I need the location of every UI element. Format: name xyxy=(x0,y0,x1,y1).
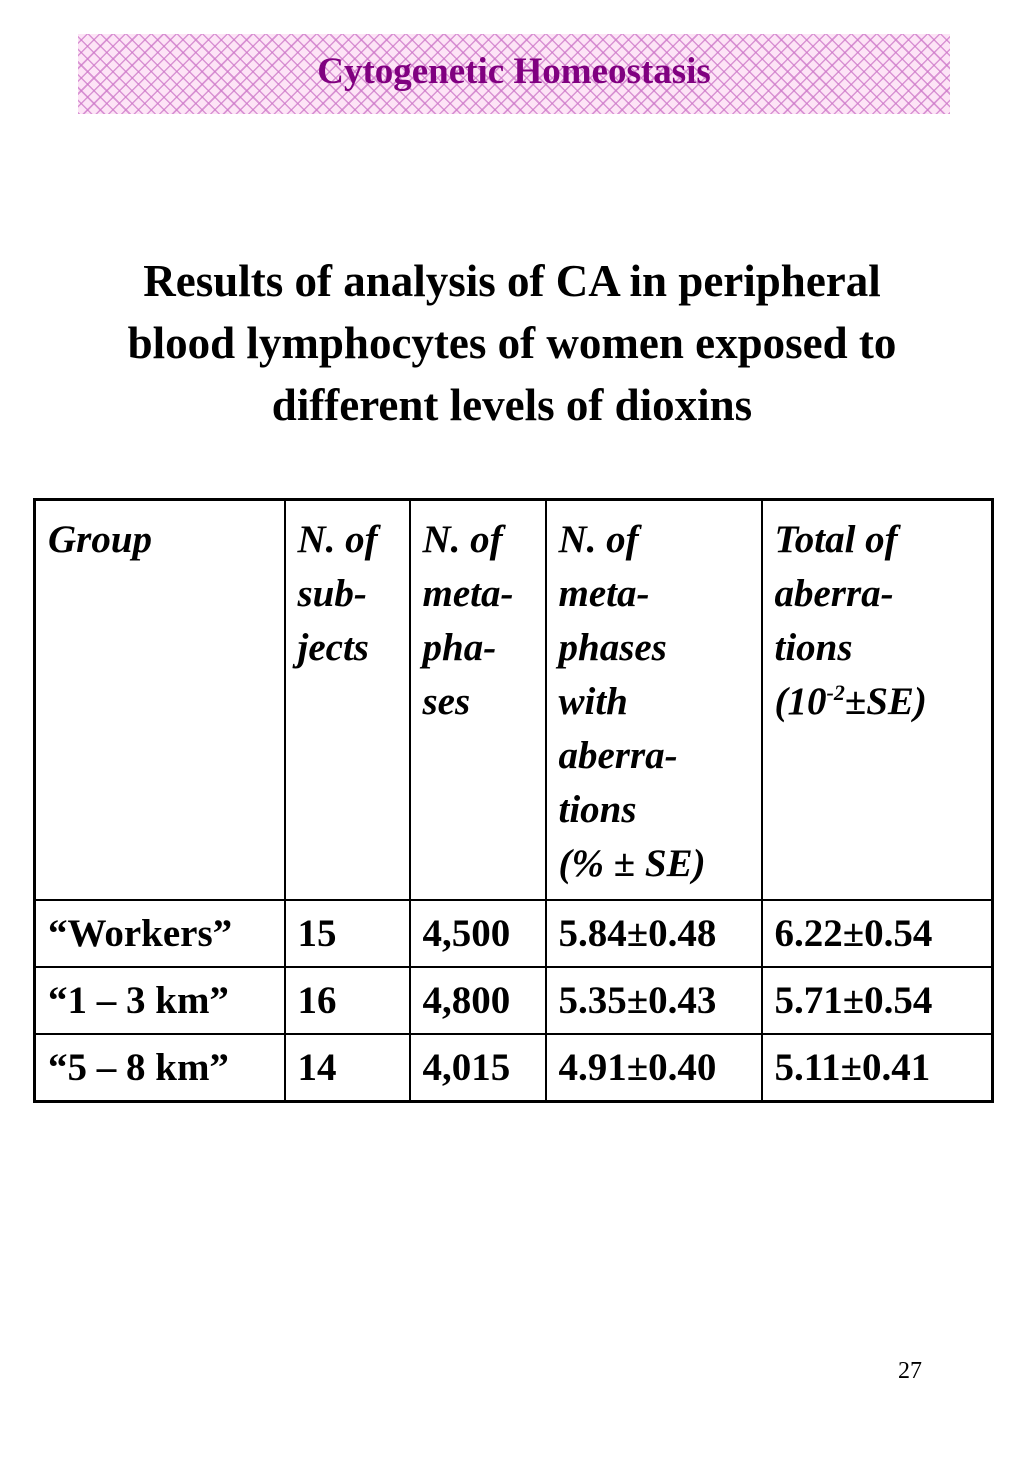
heading-line: blood lymphocytes of women exposed to xyxy=(127,318,897,368)
header-group xyxy=(35,500,285,901)
cell-subjects: 14 xyxy=(285,1034,410,1102)
header-line: sub- xyxy=(297,572,367,615)
cell-group: “1 – 3 km” xyxy=(35,967,285,1034)
slide-title: Cytogenetic Homeostasis xyxy=(317,50,711,92)
table-row xyxy=(35,1034,993,1102)
header-line: aberra- xyxy=(774,572,894,615)
table-row xyxy=(35,967,993,1034)
cell-metaphases: 4,500 xyxy=(410,900,546,967)
header-metaphases-with-aberrations xyxy=(546,500,762,901)
cell-total-aberrations: 5.71±0.54 xyxy=(762,967,993,1034)
header-line: meta- xyxy=(558,572,650,615)
cell-subjects: 16 xyxy=(285,967,410,1034)
heading-line: different levels of dioxins xyxy=(271,380,753,430)
header-line: Group xyxy=(48,518,153,561)
header-line: Total of xyxy=(774,518,898,561)
cell-metaphases-with-aberrations: 4.91±0.40 xyxy=(546,1034,762,1102)
table-header-row xyxy=(35,500,993,901)
table-heading xyxy=(20,250,1004,436)
cell-group: “Workers” xyxy=(35,900,285,967)
header-line: with xyxy=(558,680,628,723)
header-line: meta- xyxy=(422,572,514,615)
header-line: N. of xyxy=(558,518,639,561)
header-line: (% ± SE) xyxy=(558,842,706,885)
header-line: ses xyxy=(422,680,471,723)
header-unit-line xyxy=(775,675,980,729)
cell-group: “5 – 8 km” xyxy=(35,1034,285,1102)
header-line: N. of xyxy=(422,518,503,561)
title-banner xyxy=(78,34,950,114)
header-unit-suffix: ±SE) xyxy=(844,680,927,723)
header-metaphases xyxy=(410,500,546,901)
header-subjects xyxy=(285,500,410,901)
header-line: tions xyxy=(774,626,853,669)
header-line: phases xyxy=(558,626,667,669)
cell-metaphases-with-aberrations: 5.84±0.48 xyxy=(546,900,762,967)
header-line: aberra- xyxy=(558,734,678,777)
header-unit-prefix: (10 xyxy=(774,680,827,723)
header-unit-exponent: -2 xyxy=(826,680,845,705)
page-number: 27 xyxy=(898,1358,922,1384)
cell-metaphases: 4,800 xyxy=(410,967,546,1034)
header-line: N. of xyxy=(297,518,378,561)
results-table xyxy=(33,498,994,1103)
header-line: jects xyxy=(297,626,369,669)
cell-subjects: 15 xyxy=(285,900,410,967)
cell-metaphases-with-aberrations: 5.35±0.43 xyxy=(546,967,762,1034)
header-total-aberrations xyxy=(762,500,993,901)
header-line: pha- xyxy=(422,626,497,669)
header-line: tions xyxy=(558,788,637,831)
cell-total-aberrations: 5.11±0.41 xyxy=(762,1034,993,1102)
table-row xyxy=(35,900,993,967)
cell-metaphases: 4,015 xyxy=(410,1034,546,1102)
cell-total-aberrations: 6.22±0.54 xyxy=(762,900,993,967)
heading-line: Results of analysis of CA in peripheral xyxy=(143,256,881,306)
